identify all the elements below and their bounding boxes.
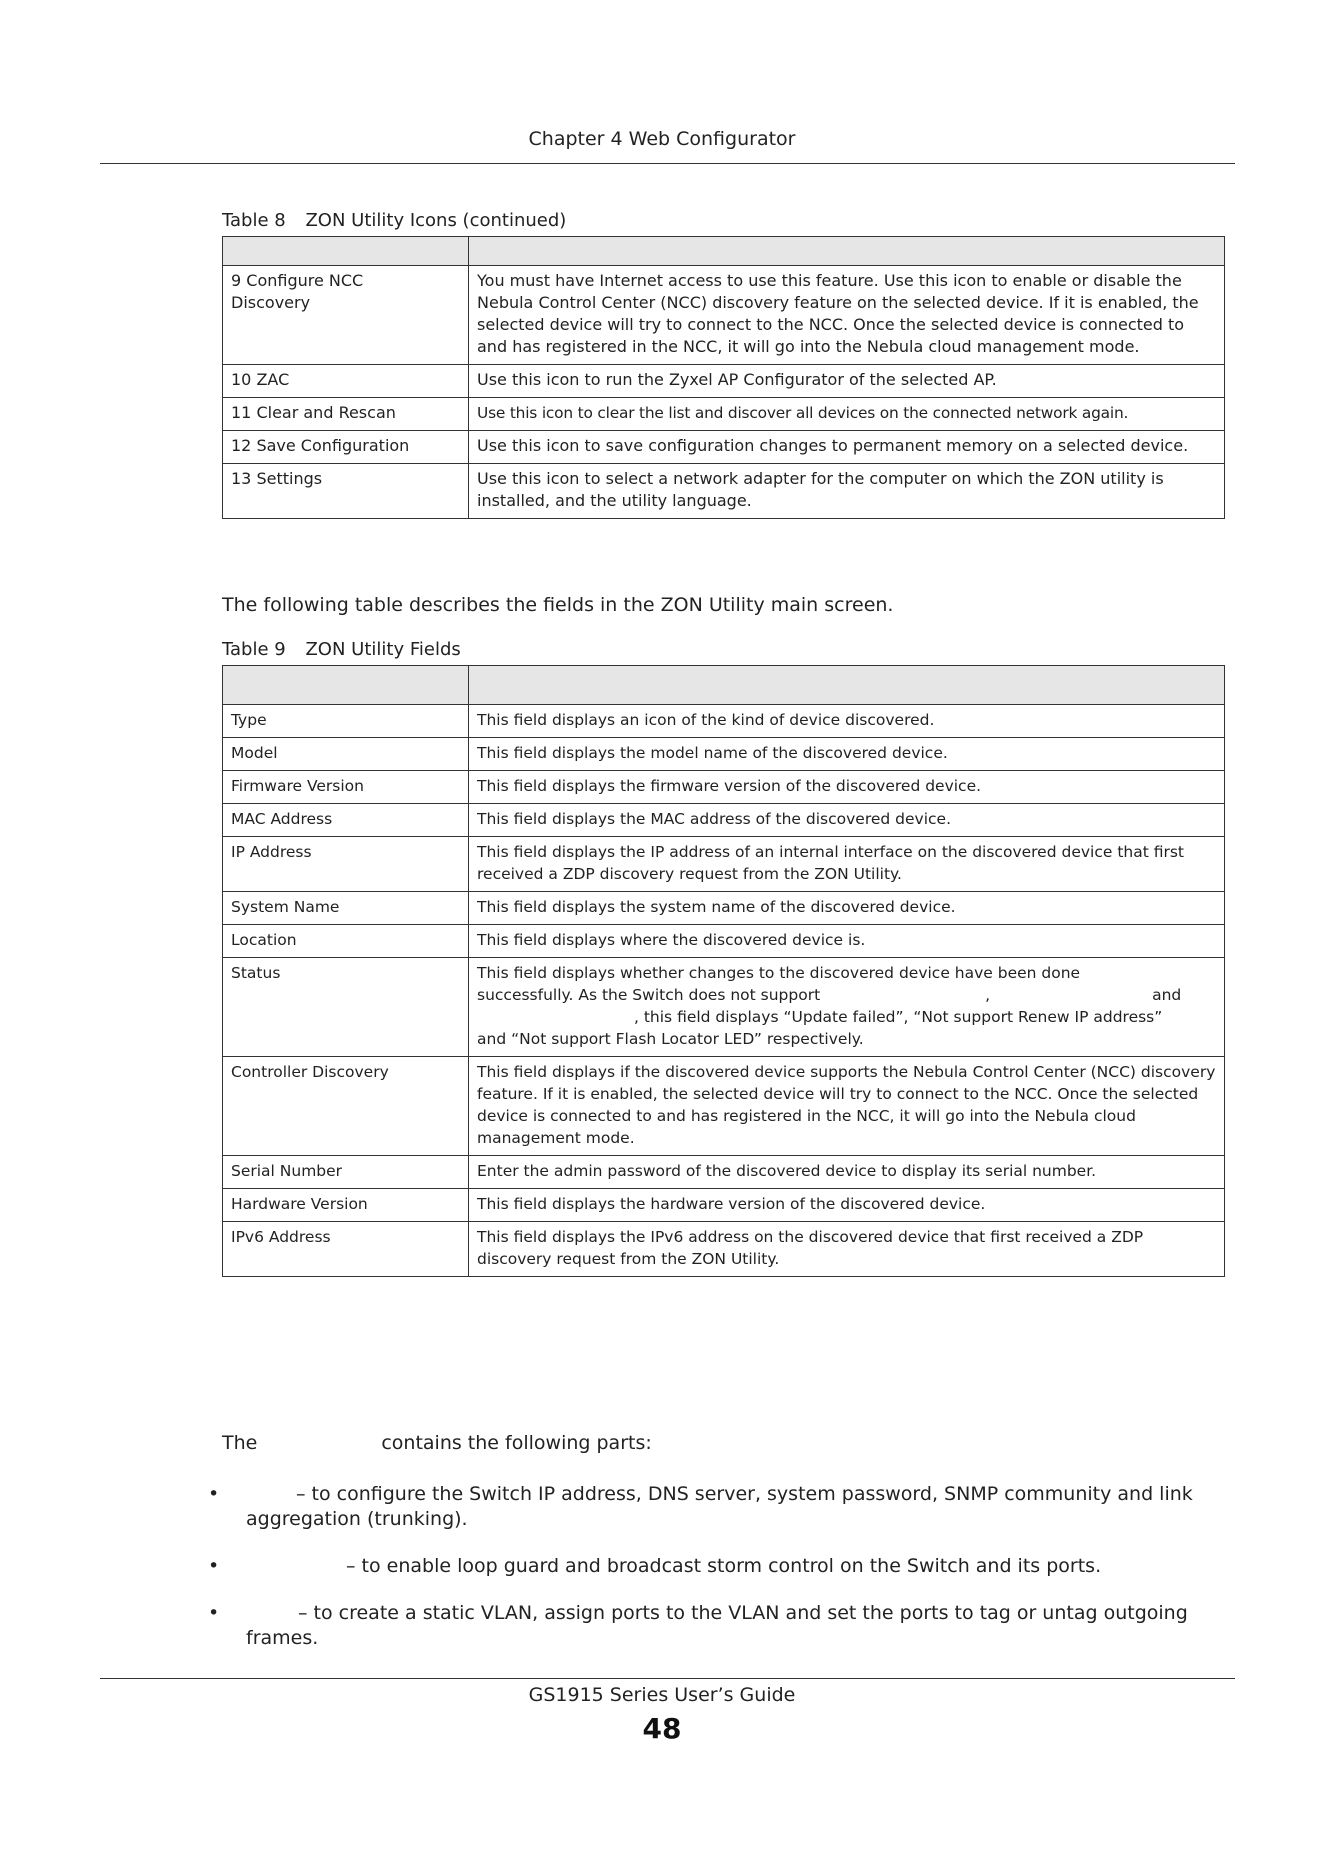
table8-header-cell-1 [223,237,469,266]
list-item [208,1554,1232,1579]
row-label: 11 Clear and Rescan [223,398,469,431]
row-label: MAC Address [223,804,469,837]
table8-caption-title: ZON Utility Icons (continued) [305,210,567,231]
row-label: Serial Number [223,1156,469,1189]
bullet-icon: • [208,1602,220,1624]
table8-header-row [223,237,1225,266]
row-label: 13 Settings [223,464,469,519]
table9-header-cell-2 [469,666,1225,705]
parts-sentence-rest: contains the following parts: [381,1432,652,1454]
table-row [223,705,1225,738]
row-description: Use this icon to run the Zyxel AP Configurator of the selected AP. [469,365,1225,398]
table8-caption [222,210,566,231]
table-row [223,398,1225,431]
row-description: This field displays where the discovered device is. [469,925,1225,958]
row-label: Hardware Version [223,1189,469,1222]
table8-header-cell-2 [469,237,1225,266]
status-desc-line-2a: successfully. As the Switch does not support [477,986,821,1004]
table9-caption-title: ZON Utility Fields [305,639,461,660]
list-item-text: – to configure the Switch IP address, DNS server, system password, SNMP community and link aggregation (trunking). [246,1483,1193,1530]
header-rule [100,163,1235,164]
row-label: IPv6 Address [223,1222,469,1277]
status-desc-line-2b: , [985,986,991,1004]
status-desc-line-3-text: , this field displays “Update failed”, “Not support Renew IP address” [634,1008,1163,1026]
status-desc-line-4: and “Not support Flash Locator LED” respectively. [477,1030,864,1048]
table-row [223,738,1225,771]
status-desc-line-1: This field displays whether changes to the discovered device have been done [477,964,1081,982]
list-item [208,1482,1232,1532]
table-row [223,1057,1225,1156]
table9 [222,665,1225,1277]
row-description: This field displays the firmware version of the discovered device. [469,771,1225,804]
row-description: This field displays the system name of the discovered device. [469,892,1225,925]
table9-header-cell-1 [223,666,469,705]
intro-sentence: The following table describes the fields in the ZON Utility main screen. [222,594,894,616]
row-label: 9 Configure NCC Discovery [223,266,469,365]
table-row [223,266,1225,365]
row-label: 10 ZAC [223,365,469,398]
row-description: This field displays if the discovered device supports the Nebula Control Center (NCC) discovery feature. If it is enabled, the selected device will try to connect to the NCC. Once the selected device is connected to and has registered in the NCC, it will go into the Nebula cloud management mode. [469,1057,1225,1156]
row-description: This field displays the IPv6 address on the discovered device that first received a ZDP discovery request from the ZON Utility. [469,1222,1225,1277]
parts-list [208,1482,1232,1673]
table-row [223,958,1225,1057]
row-description: This field displays the MAC address of the discovered device. [469,804,1225,837]
list-item [208,1601,1232,1651]
page-number: 48 [642,1712,682,1745]
table-row [223,1189,1225,1222]
bullet-icon: • [208,1555,220,1577]
guide-title: GS1915 Series User’s Guide [528,1684,796,1706]
row-label: Location [223,925,469,958]
table-row [223,837,1225,892]
table-row [223,804,1225,837]
table-row [223,431,1225,464]
row-description: Enter the admin password of the discovered device to display its serial number. [469,1156,1225,1189]
row-label: Firmware Version [223,771,469,804]
table9-caption [222,639,461,660]
table-row [223,365,1225,398]
row-label: Type [223,705,469,738]
row-description: This field displays the hardware version of the discovered device. [469,1189,1225,1222]
row-label: IP Address [223,837,469,892]
status-desc-line-2c: and [1152,986,1182,1004]
status-desc-line-2 [477,984,1216,1006]
row-description: This field displays the IP address of an internal interface on the discovered device that first received a ZDP discovery request from the ZON Utility. [469,837,1225,892]
row-description: This field displays an icon of the kind of device discovered. [469,705,1225,738]
parts-sentence-lead: The [222,1432,258,1454]
table9-header-row [223,666,1225,705]
row-label: 12 Save Configuration [223,431,469,464]
table-row [223,464,1225,519]
table-row [223,1156,1225,1189]
row-description: Use this icon to save configuration changes to permanent memory on a selected device. [469,431,1225,464]
list-item-text: – to create a static VLAN, assign ports to the VLAN and set the ports to tag or untag outgoing frames. [246,1602,1188,1649]
row-description: You must have Internet access to use this feature. Use this icon to enable or disable the Nebula Control Center (NCC) discovery feature on the selected device. If it is enabled, the selected device will try to connect to the NCC. Once the selected device is connected to and has registered in the NCC, it will go into the Nebula cloud management mode. [469,266,1225,365]
table9-caption-number: Table 9 [222,639,286,660]
running-head: Chapter 4 Web Configurator [528,128,796,150]
table-row [223,925,1225,958]
table8 [222,236,1225,519]
row-description: Use this icon to clear the list and discover all devices on the connected network again. [469,398,1225,431]
list-item-text: – to enable loop guard and broadcast storm control on the Switch and its ports. [346,1555,1102,1577]
table8-caption-number: Table 8 [222,210,286,231]
table-row [223,771,1225,804]
row-label: Status [223,958,469,1057]
row-label: System Name [223,892,469,925]
table-row [223,892,1225,925]
bullet-icon: • [208,1483,220,1505]
table-row [223,1222,1225,1277]
parts-sentence [222,1432,652,1454]
status-desc-line-3 [477,1006,1216,1028]
row-label: Model [223,738,469,771]
row-description-status [469,958,1225,1057]
row-label: Controller Discovery [223,1057,469,1156]
row-description: This field displays the model name of the discovered device. [469,738,1225,771]
row-description: Use this icon to select a network adapter for the computer on which the ZON utility is installed, and the utility language. [469,464,1225,519]
